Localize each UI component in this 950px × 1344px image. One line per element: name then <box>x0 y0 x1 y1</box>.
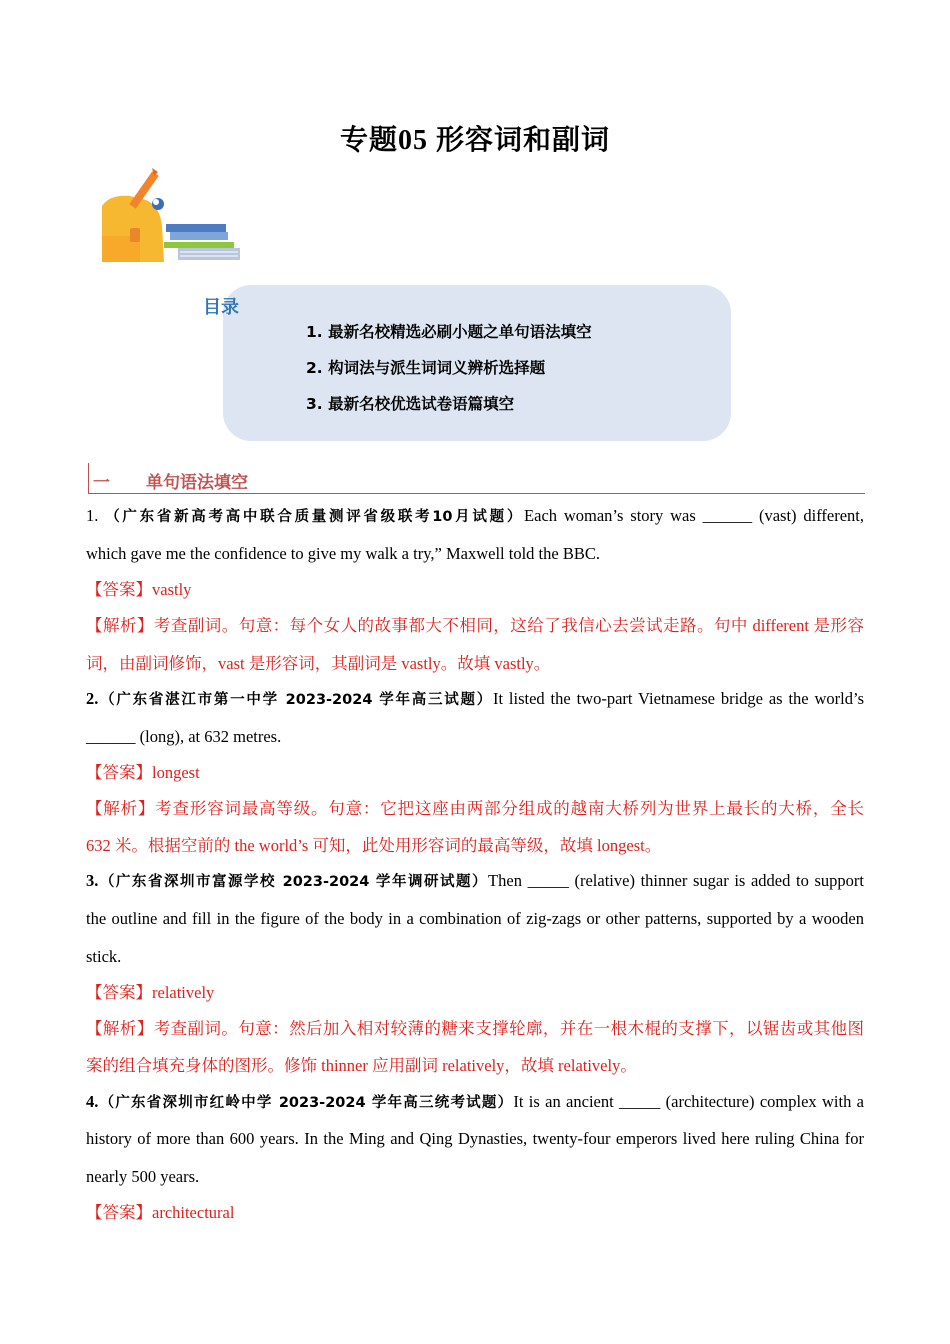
answer-label: 【答案】 <box>86 1203 152 1222</box>
analysis-3-line-2: 案的组合填充身体的图形。修饰 thinner 应用副词 relatively，故填 relatively。 <box>86 1056 637 1075</box>
question-2-line-2: ______ (long), at 632 metres. <box>86 727 282 746</box>
question-number: 1. <box>86 506 99 525</box>
question-1-line-2: which gave me the confidence to give my walk a try,” Maxwell told the BBC. <box>86 544 600 563</box>
question-text: It listed the two-part Vietnamese bridge as the world’s <box>492 689 865 708</box>
question-number: 3. <box>86 871 99 890</box>
analysis-1-line-1 <box>86 615 864 637</box>
answer-label: 【答案】 <box>86 983 152 1002</box>
section-title: 单句语法填空 <box>146 473 248 493</box>
section-number: 一 <box>93 473 110 493</box>
section-heading <box>88 463 865 494</box>
answer-label: 【答案】 <box>86 763 152 782</box>
answer-1 <box>86 579 864 601</box>
answer-3 <box>86 982 864 1004</box>
answer-value: relatively <box>152 983 215 1002</box>
answer-4 <box>86 1202 864 1224</box>
toc-item-2[interactable]: 2. 构词法与派生词词义辨析选择题 <box>306 359 546 377</box>
analysis-text: 考查形容词最高等级。句意：它把这座由两部分组成的越南大桥列为世界上最长的大桥，全长 <box>155 799 865 818</box>
question-3-line-3: stick. <box>86 947 122 966</box>
question-text: Each woman’s story was ______ (vast) different, <box>524 506 864 525</box>
answer-value: vastly <box>152 580 192 599</box>
answer-value: architectural <box>152 1203 235 1222</box>
question-4-line-1 <box>86 1091 864 1114</box>
page-title: 专题05 形容词和副词 <box>339 125 610 156</box>
analysis-2-line-2: 632 米。根据空前的 the world’s 可知，此处用形容词的最高等级，故填 longest。 <box>86 836 662 855</box>
question-1-line-1 <box>86 505 864 528</box>
analysis-text: 考查副词。句意：然后加入相对较薄的糖来支撑轮廓，并在一根木棍的支撑下，以锯齿或其他图 <box>153 1019 865 1038</box>
analysis-label: 【解析】 <box>86 1019 154 1038</box>
analysis-2-line-1 <box>86 798 864 820</box>
question-text: It is an ancient _____ (architecture) complex with a <box>513 1092 864 1111</box>
question-number: 4. <box>86 1092 99 1111</box>
toc-item-1[interactable]: 1. 最新名校精选必刷小题之单句语法填空 <box>306 323 592 341</box>
question-2-line-1 <box>86 688 864 711</box>
answer-label: 【答案】 <box>86 580 152 599</box>
question-source: （广东省湛江市第一中学 2023-2024 学年高三试题） <box>98 692 493 708</box>
question-number: 2. <box>86 689 99 708</box>
analysis-label: 【解析】 <box>86 616 154 635</box>
books-pencil-illustration <box>100 166 246 262</box>
analysis-3-line-1 <box>86 1018 864 1040</box>
toc-label: 目录 <box>203 297 239 318</box>
question-4-line-2: history of more than 600 years. In the Ming and Qing Dynasties, twenty-four emperors lived here ruling China for <box>86 1129 864 1148</box>
question-3-line-2: the outline and fill in the figure of the body in a combination of zig-zags or other patterns, supported by a wooden <box>86 909 864 928</box>
answer-2 <box>86 762 864 784</box>
question-text: Then _____ (relative) thinner sugar is added to support <box>488 871 864 890</box>
analysis-label: 【解析】 <box>86 799 156 818</box>
question-source: （广东省深圳市富源学校 2023-2024 学年调研试题） <box>98 874 489 890</box>
analysis-1-line-2: 词，由副词修饰，vast 是形容词，其副词是 vastly。故填 vastly。 <box>86 654 551 673</box>
question-source: （广东省新高考高中联合质量测评省级联考10月试题） <box>105 509 525 525</box>
toc-item-3[interactable]: 3. 最新名校优选试卷语篇填空 <box>306 395 515 413</box>
answer-value: longest <box>152 763 200 782</box>
question-3-line-1 <box>86 870 864 893</box>
analysis-text: 考查副词。句意：每个女人的故事都大不相同，这给了我信心去尝试走路。句中 different 是形容 <box>153 616 864 635</box>
question-4-line-3: nearly 500 years. <box>86 1167 200 1186</box>
question-source: （广东省深圳市红岭中学 2023-2024 学年高三统考试题） <box>98 1095 514 1111</box>
